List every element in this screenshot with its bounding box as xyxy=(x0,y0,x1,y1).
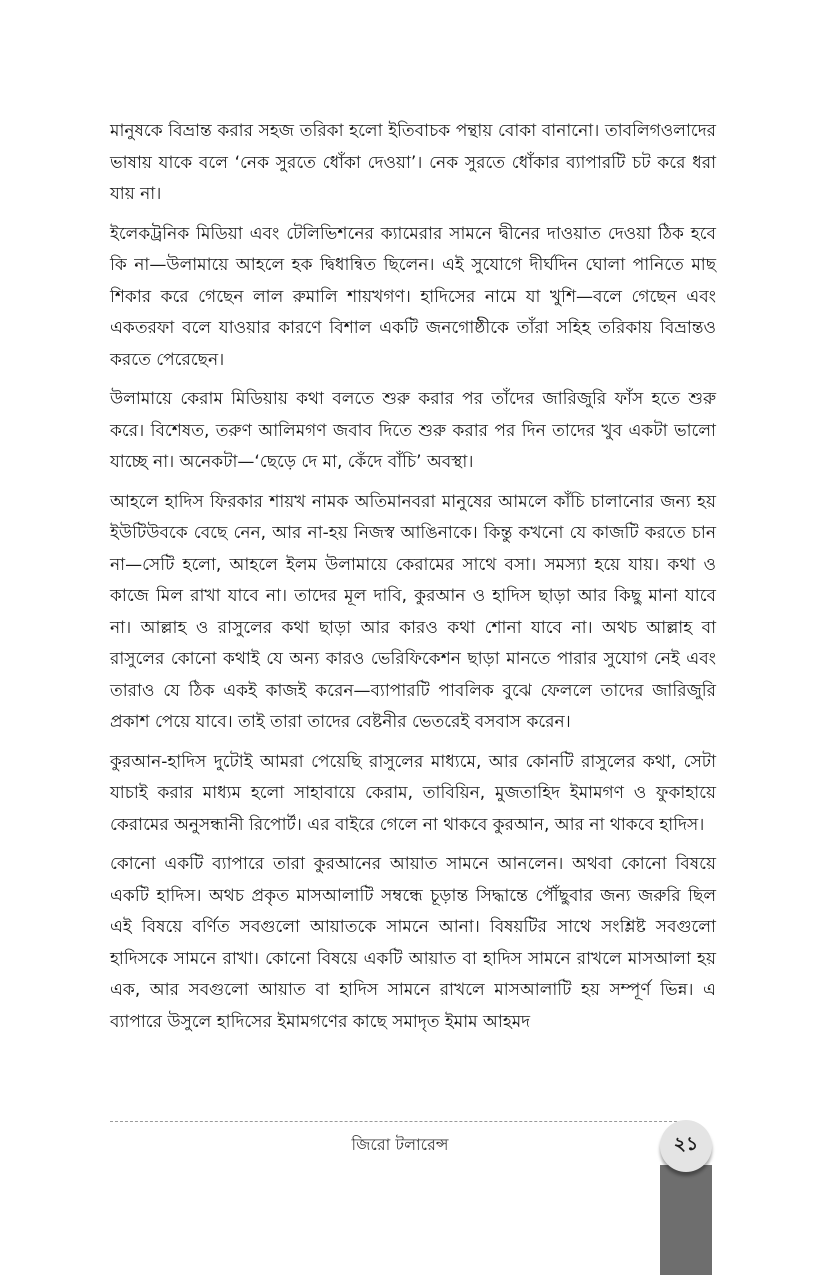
paragraph-3: উলামায়ে কেরাম মিডিয়ায় কথা বলতে শুরু করার পর তাঁদের জারিজুরি ফাঁস হতে শুরু করে। বিশেষত, তরুণ আলিমগণ জবাব দিতে শুরু করার পর দিন তাদের খুব একটা ভালো যাচ্ছে না। অনেকটা—‘ছেড়ে দে মা, কেঁদে বাঁচি’ অবস্থা। xyxy=(110,389,716,472)
paragraph-4: আহলে হাদিস ফিরকার শায়খ নামক অতিমানবরা মানুষের আমলে কাঁচি চালানোর জন্য হয় ইউটিউবকে বেছে নেন, আর না-হয় নিজস্ব আঙিনাকে। কিন্তু কখনো যে কাজটি করতে চান না—সেটি হলো, আহলে ইলম উলামায়ে কেরামের সাথে বসা। সমস্যা হয়ে যায়। কথা ও কাজে মিল রাখা যাবে না। তাদের মূল দাবি, কুরআন ও হাদিস ছাড়া আর কিছু মানা যাবে না। আল্লাহ ও রাসুলের কথা ছাড়া আর কারও কথা শোনা যাবে না। অথচ আল্লাহ বা রাসুলের কোনো কথাই যে অন্য কারও ভেরিফিকেশন ছাড়া মানতে পারার সুযোগ নেই এবং তারাও যে ঠিক একই কাজই করেন—ব্যাপারটি পাবলিক বুঝে ফেললে তাদের জারিজুরি প্রকাশ পেয়ে যাবে। তাই তারা তাদের বেষ্টনীর ভেতরেই বসবাস করেন। xyxy=(110,491,716,732)
paragraph-5: কুরআন-হাদিস দুটোই আমরা পেয়েছি রাসুলের মাধ্যমে, আর কোনটি রাসুলের কথা, সেটা যাচাই করার মাধ্যম হলো সাহাবায়ে কেরাম, তাবিয়িন, মুজতাহিদ ইমামগণ ও ফুকাহায়ে কেরামের অনুসন্ধানী রিপোর্ট। এর বাইরে গেলে না থাকবে কুরআন, আর না থাকবে হাদিস। xyxy=(110,751,716,835)
paragraph-1: মানুষকে বিভ্রান্ত করার সহজ তরিকা হলো ইতিবাচক পন্থায় বোকা বানানো। তাবলিগওলাদের ভাষায় যাকে বলে ‘নেক সুরতে ধোঁকা দেওয়া’। নেক সুরতে ধোঁকার ব্যাপারটি চট করে ধরা যায় না। xyxy=(110,121,716,204)
page-body xyxy=(110,116,716,1046)
page-number: ২১ xyxy=(673,1133,699,1155)
footer-divider xyxy=(110,1121,682,1122)
page-number-badge xyxy=(660,1120,712,1172)
page-edge-tab xyxy=(660,1165,712,1275)
paragraph-6: কোনো একটি ব্যাপারে তারা কুরআনের আয়াত সামনে আনলেন। অথবা কোনো বিষয়ে একটি হাদিস। অথচ প্রকৃত মাসআলাটি সম্বন্ধে চূড়ান্ত সিদ্ধান্তে পৌঁছুবার জন্য জরুরি ছিল এই বিষয়ে বর্ণিত সবগুলো আয়াতকে সামনে আনা। বিষয়টির সাথে সংশ্লিষ্ট সবগুলো হাদিসকে সামনে রাখা। কোনো বিষয়ে একটি আয়াত বা হাদিস সামনে রাখলে মাসআলা হয় এক, আর সবগুলো আয়াত বা হাদিস সামনে রাখলে মাসআলাটি হয় সম্পূর্ণ ভিন্ন। এ ব্যাপারে উসুলে হাদিসের ইমামগণের কাছে সমাদৃত ইমাম আহমদ xyxy=(110,854,716,1032)
paragraph-2: ইলেকট্রনিক মিডিয়া এবং টেলিভিশনের ক্যামেরার সামনে দ্বীনের দাওয়াত দেওয়া ঠিক হবে কি না—উলামায়ে আহলে হক দ্বিধান্বিত ছিলেন। এই সুযোগে দীর্ঘদিন ঘোলা পানিতে মাছ শিকার করে গেছেন লাল রুমালি শায়খগণ। হাদিসের নামে যা খুশি—বলে গেছেন এবং একতরফা বলে যাওয়ার কারণে বিশাল একটি জনগোষ্ঠীকে তাঁরা সহিহ তরিকায় বিভ্রান্তও করতে পেরেছেন। xyxy=(110,223,716,370)
running-title: জিরো টলারেন্স xyxy=(351,1135,449,1154)
